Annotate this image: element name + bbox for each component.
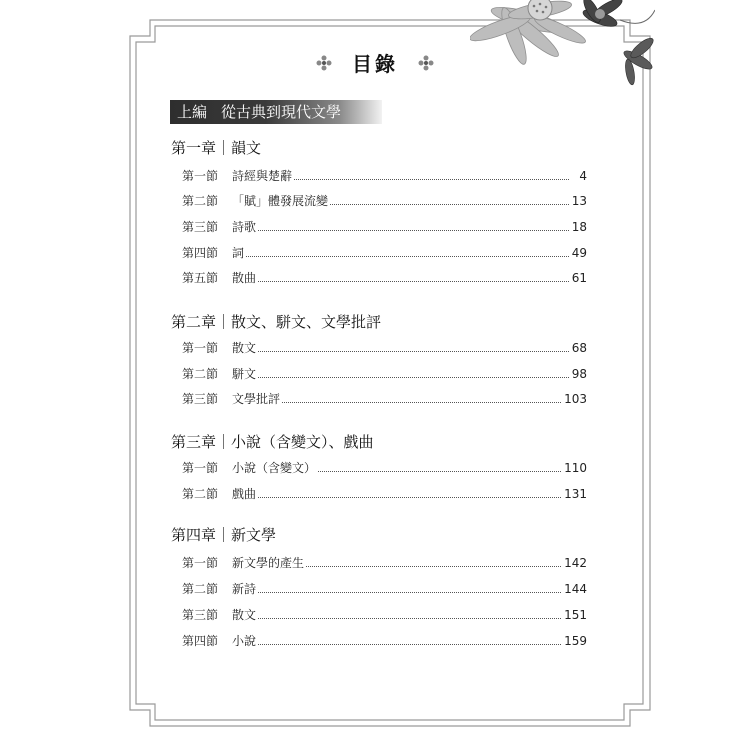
chapter-heading: 第二章｜散文、駢文、文學批評 [171,313,382,331]
page-number: 142 [564,556,587,570]
section-title: 「賦」體發展流變 [232,194,329,208]
part-banner [170,100,382,124]
dot-leader [232,497,569,498]
page-number: 18 [571,220,587,234]
chapter-label: 第一章 [171,139,217,157]
toc-entry[interactable] [182,365,587,383]
page-number: 151 [564,608,587,622]
toc-entry[interactable] [182,269,587,287]
section-number: 第二節 [182,582,219,596]
chapter-title: 小說（含變文）、戲曲 [231,433,374,451]
section-title: 戲曲 [232,487,257,501]
toc-entry[interactable] [182,459,587,477]
section-title: 小說（含變文） [232,461,317,475]
page-number: 13 [571,194,587,208]
section-title: 散曲 [232,271,257,285]
section-number: 第三節 [182,392,219,406]
chapter-title: 韻文 [231,139,262,157]
part-label: 上編 [177,103,208,121]
section-number: 第二節 [182,194,219,208]
section-number: 第一節 [182,556,219,570]
section-title: 詞 [232,246,245,260]
section-number: 第三節 [182,608,219,622]
dot-leader [232,351,569,352]
toc-entry[interactable] [182,192,587,210]
section-title: 新詩 [232,582,257,596]
toc-entry[interactable] [182,606,587,624]
section-number: 第二節 [182,367,219,381]
page-number: 98 [571,367,587,381]
dot-leader [232,402,569,403]
section-title: 小說 [232,634,257,648]
dot-leader [232,644,569,645]
page-number: 49 [571,246,587,260]
page-number: 61 [571,271,587,285]
section-number: 第四節 [182,246,219,260]
section-number: 第一節 [182,461,219,475]
section-number: 第五節 [182,271,219,285]
chapter-label: 第三章 [171,433,217,451]
chapter-title: 新文學 [231,526,277,544]
section-number: 第四節 [182,634,219,648]
chapter-heading: 第四章｜新文學 [171,526,277,544]
page-number: 110 [564,461,587,475]
section-title: 新文學的產生 [232,556,305,570]
section-number: 第一節 [182,341,219,355]
section-title: 散文 [232,341,257,355]
page-number: 159 [564,634,587,648]
dot-leader [232,281,569,282]
dot-leader [232,256,569,257]
part-title: 從古典到現代文學 [221,103,342,121]
dot-leader [232,230,569,231]
toc-entry[interactable] [182,167,587,185]
dot-leader [232,618,569,619]
section-title: 文學批評 [232,392,281,406]
toc-entry[interactable] [182,485,587,503]
section-number: 第一節 [182,169,219,183]
section-title: 詩歌 [232,220,257,234]
chapter-label: 第四章 [171,526,217,544]
page-number: 131 [564,487,587,501]
toc-entry[interactable] [182,580,587,598]
dot-leader [232,592,569,593]
section-title: 詩經與楚辭 [232,169,293,183]
section-title: 散文 [232,608,257,622]
ornament-right-icon [418,55,434,71]
page-number: 68 [571,341,587,355]
section-number: 第三節 [182,220,219,234]
title-text: 目錄 [352,52,398,76]
chapter-title: 散文、駢文、文學批評 [231,313,382,331]
section-number: 第二節 [182,487,219,501]
page-title [0,48,750,77]
section-title: 駢文 [232,367,257,381]
page-number: 144 [564,582,587,596]
ornament-left-icon [316,55,332,71]
toc-entry[interactable] [182,218,587,236]
toc-entry[interactable] [182,244,587,262]
dot-leader [232,377,569,378]
toc-entry[interactable] [182,390,587,408]
toc-entry[interactable] [182,554,587,572]
chapter-label: 第二章 [171,313,217,331]
page-number: 4 [579,169,587,183]
page-number: 103 [564,392,587,406]
toc-entry[interactable] [182,339,587,357]
chapter-heading: 第三章｜小說（含變文）、戲曲 [171,433,374,451]
toc-entry[interactable] [182,632,587,650]
chapter-heading: 第一章｜韻文 [171,139,262,157]
